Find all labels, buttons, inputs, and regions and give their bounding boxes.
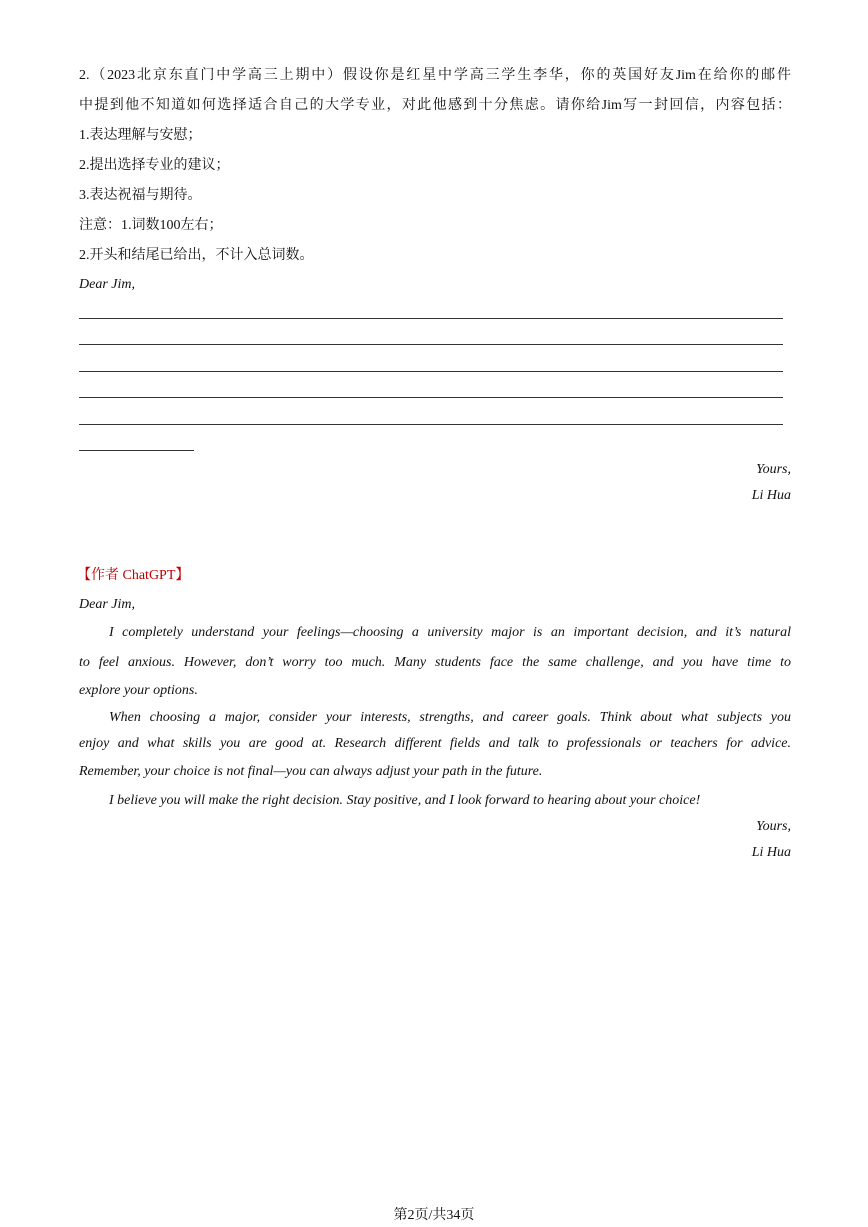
question-signature: Li Hua <box>751 488 791 503</box>
question-line-1: 2.（2023北京东直门中学高三上期中）假设你是红星中学高三学生李华，你的英国好友Jim在给你的邮件 <box>79 68 791 83</box>
note-line-2: 2.开头和结尾已给出，不计入总词数。 <box>79 248 314 263</box>
note-line-1: 注意：1.词数100左右； <box>79 218 223 233</box>
author-label: 【作者 ChatGPT】 <box>77 568 190 583</box>
question-line-2: 中提到他不知道如何选择适合自己的大学专业，对此他感到十分焦虑。请你给Jim写一封回信，内容包括： <box>79 98 791 113</box>
requirement-point-1: 1.表达理解与安慰； <box>79 128 202 143</box>
answer-paragraph-2-line-2: enjoy and what skills you are good at. Research different fields and talk to professionals or teachers for advice. <box>79 736 791 751</box>
answer-paragraph-1-line-3: explore your options. <box>79 683 198 698</box>
page-number: 第2页/共34页 <box>393 1208 475 1223</box>
writing-blank-line-5 <box>79 424 783 425</box>
question-salutation: Dear Jim, <box>79 277 135 292</box>
answer-paragraph-2-line-3: Remember, your choice is not final—you can always adjust your path in the future. <box>79 764 543 779</box>
requirement-point-2: 2.提出选择专业的建议； <box>79 158 230 173</box>
answer-paragraph-3-line-1: I believe you will make the right decision. Stay positive, and I look forward to hearing about your choice! <box>109 793 701 808</box>
writing-blank-line-4 <box>79 397 783 398</box>
writing-blank-line-1 <box>79 318 783 319</box>
answer-closing: Yours, <box>756 819 791 834</box>
writing-blank-line-3 <box>79 371 783 372</box>
answer-paragraph-1-line-1: I completely understand your feelings—choosing a university major is an important decision, and it’s natural <box>109 625 791 640</box>
answer-signature: Li Hua <box>751 845 791 860</box>
answer-paragraph-2-line-1: When choosing a major, consider your interests, strengths, and career goals. Think about what subjects you <box>109 710 791 725</box>
requirement-point-3: 3.表达祝福与期待。 <box>79 188 202 203</box>
question-closing: Yours, <box>756 462 791 477</box>
writing-blank-line-6 <box>79 450 194 451</box>
writing-blank-line-2 <box>79 344 783 345</box>
answer-paragraph-1-line-2: to feel anxious. However, don’t worry too much. Many students face the same challenge, and you have time to <box>79 655 791 670</box>
answer-salutation: Dear Jim, <box>79 597 135 612</box>
